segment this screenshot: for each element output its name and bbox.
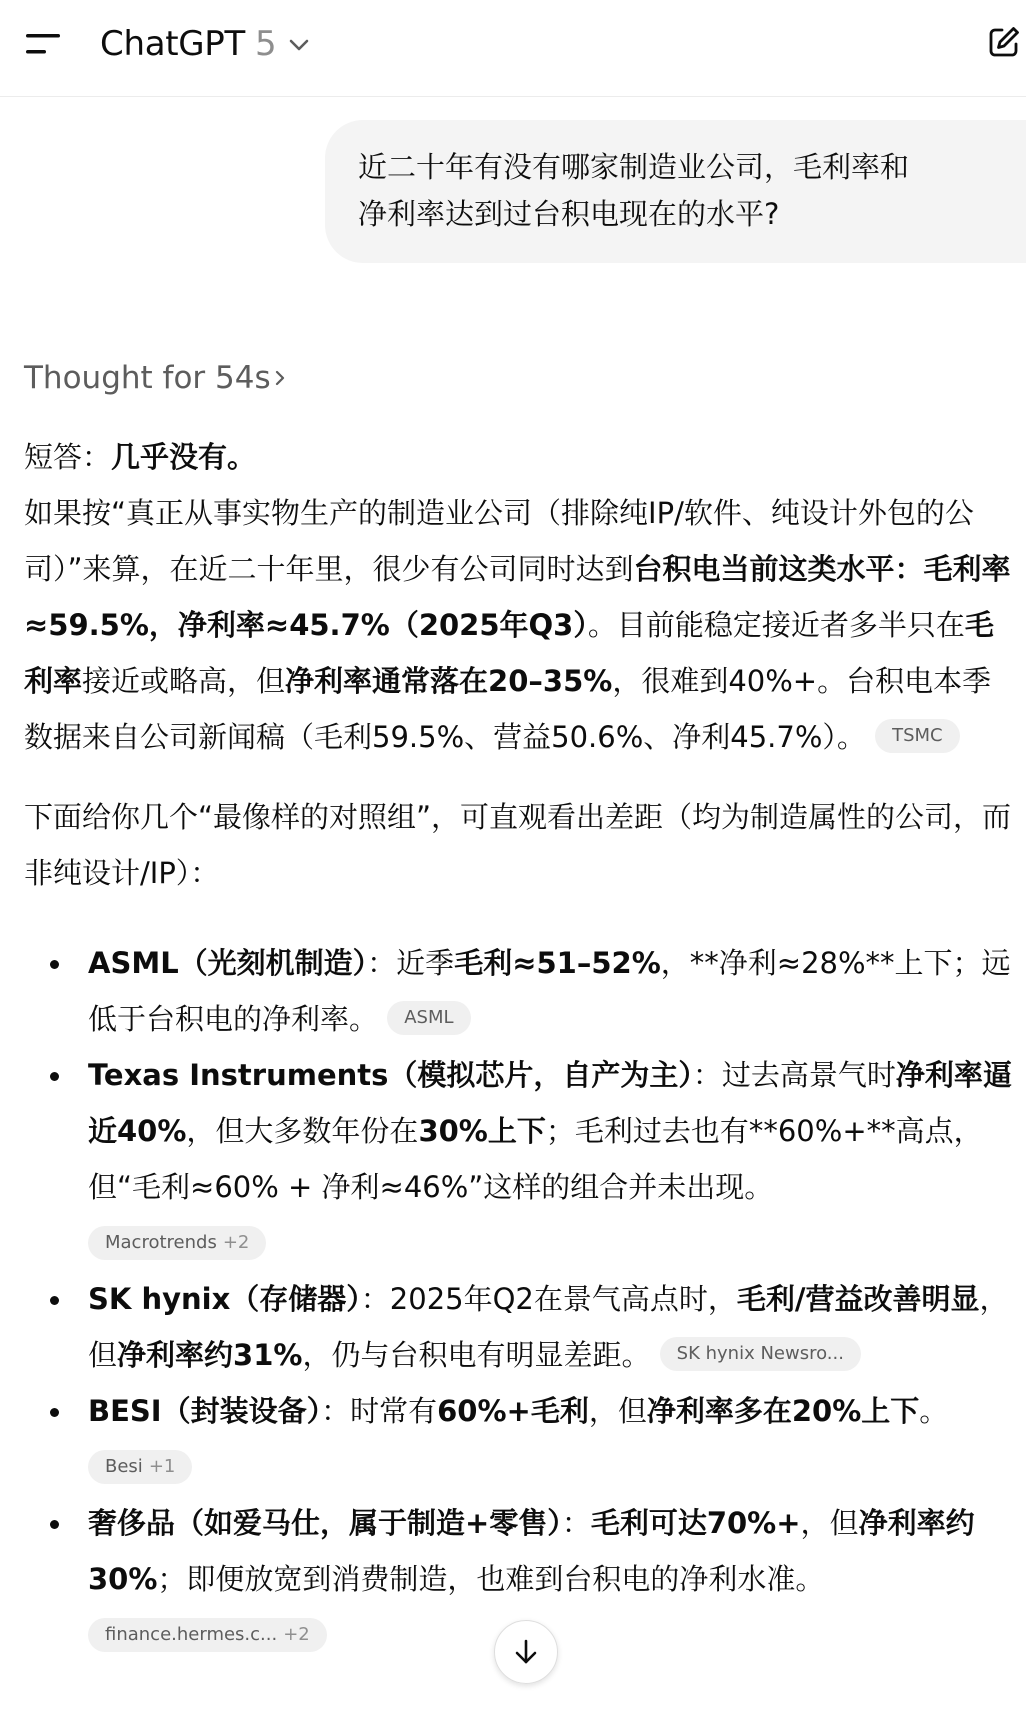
item-bold: 毛利≈51–52%: [454, 946, 661, 980]
short-answer: [24, 429, 1014, 485]
model-version: 5: [254, 24, 277, 64]
item-bold: 净利率逼近40%: [88, 1058, 1012, 1148]
intro-bold: 毛利率: [24, 608, 994, 698]
list-item: [24, 935, 1014, 1047]
citation-chip[interactable]: ASML: [387, 1001, 470, 1035]
item-title: BESI（封装设备）: [88, 1394, 322, 1428]
citation-chip[interactable]: [88, 1450, 192, 1484]
item-text: ：2025年Q2在景气高点时，: [360, 1282, 737, 1316]
comparison-intro: 下面给你几个“最像样的对照组”，可直观看出差距（均为制造属性的公司，而非纯设计/IP）：: [24, 800, 1012, 890]
item-text: ：过去高景气时: [692, 1058, 896, 1092]
item-title: ASML（光刻机制造）: [88, 946, 368, 980]
item-text: ；即便放宽到消费制造，也难到台积电的净利水准。: [157, 1562, 825, 1596]
item-text: ，但: [800, 1506, 859, 1540]
comparison-list: [24, 935, 1014, 1663]
item-title: 奢侈品（如爱马仕，属于制造+零售）: [88, 1506, 562, 1540]
item-text: ：: [561, 1506, 591, 1540]
user-message-line: 近二十年有没有哪家制造业公司，毛利率和: [358, 150, 910, 184]
scroll-to-bottom-button[interactable]: [494, 1620, 558, 1684]
list-item: [24, 1271, 1014, 1383]
citation-chip[interactable]: SK hynix Newsro...: [660, 1337, 861, 1371]
intro-text: 接近或略高，但: [82, 664, 286, 698]
short-answer-bold: 几乎没有。: [111, 440, 257, 474]
arrow-down-icon: [510, 1636, 542, 1668]
citation-chip-label: finance.hermes.c...: [105, 1624, 278, 1645]
item-text: ，但: [588, 1394, 647, 1428]
item-text: ，仍与台积电有明显差距。: [302, 1338, 651, 1372]
intro-paragraph: [24, 485, 1014, 765]
citation-chip[interactable]: [88, 1226, 266, 1260]
user-message-text: [358, 144, 998, 238]
item-title: SK hynix（存储器）: [88, 1282, 361, 1316]
item-text: ：近季: [367, 946, 455, 980]
intro-text: 。目前能稳定接近者多半只在: [587, 608, 965, 642]
citation-chip-label: Besi: [105, 1456, 143, 1477]
citation-row: [88, 1215, 1014, 1271]
item-text: ；毛利过去也有**60%+**高点，但“毛利≈60% + 净利≈46%”这样的组合并未出现。: [88, 1114, 983, 1204]
model-selector[interactable]: [100, 22, 276, 66]
item-text: ，但大多数年份在: [186, 1114, 419, 1148]
item-text: ：时常有: [321, 1394, 438, 1428]
chevron-right-icon[interactable]: [270, 366, 290, 390]
list-item: [24, 1047, 1014, 1271]
item-bold: 60%+毛利: [437, 1394, 589, 1428]
citation-chip-count: +2: [222, 1232, 250, 1253]
intro-bold: 净利率通常落在20–35%: [285, 664, 613, 698]
citation-chip[interactable]: [88, 1618, 327, 1652]
item-bold: 净利率约30%: [88, 1506, 975, 1596]
item-text: 。: [919, 1394, 949, 1428]
thought-toggle[interactable]: Thought for 54s: [24, 360, 271, 396]
item-bold: 净利率多在20%上下: [646, 1394, 920, 1428]
assistant-message: [24, 429, 1014, 1663]
item-title: Texas Instruments（模拟芯片，自产为主）: [88, 1058, 693, 1092]
item-text: ，但: [88, 1282, 1009, 1372]
item-bold: 净利率约31%: [117, 1338, 303, 1372]
sidebar-menu-icon[interactable]: [22, 26, 66, 62]
intro-text: 如果按“真正从事实物生产的制造业公司（排除纯IP/软件、纯设计外包的公司）”来算，在近二十年里，很少有公司同时达到: [24, 496, 974, 586]
item-bold: 30%上下: [418, 1114, 546, 1148]
intro-text: ，很难到40%+。台积电本季数据来自公司新闻稿（毛利59.5%、营益50.6%、净利45.7%）。: [24, 664, 992, 754]
top-bar: [0, 0, 1026, 97]
intro-bold: 台积电当前这类水平：毛利率≈59.5%，净利率≈45.7%（2025年Q3）: [24, 552, 1011, 642]
app-title: ChatGPT: [100, 24, 245, 64]
item-text: ，**净利≈28%**上下；远低于台积电的净利率。: [88, 946, 1011, 1036]
item-bold: 毛利/营益改善明显: [736, 1282, 980, 1316]
citation-row: [88, 1439, 1014, 1495]
list-item: [24, 1383, 1014, 1495]
citation-chip-count: +1: [148, 1456, 176, 1477]
item-bold: 毛利可达70%+: [590, 1506, 801, 1540]
citation-chip-tsmc[interactable]: TSMC: [875, 719, 960, 753]
chevron-down-icon[interactable]: [286, 32, 312, 58]
short-answer-prefix: 短答：: [24, 440, 112, 474]
citation-chip-label: Macrotrends: [105, 1232, 217, 1253]
user-message-line: 净利率达到过台积电现在的水平?: [358, 197, 780, 231]
citation-chip-count: +2: [283, 1624, 310, 1645]
new-chat-icon[interactable]: [986, 24, 1022, 60]
